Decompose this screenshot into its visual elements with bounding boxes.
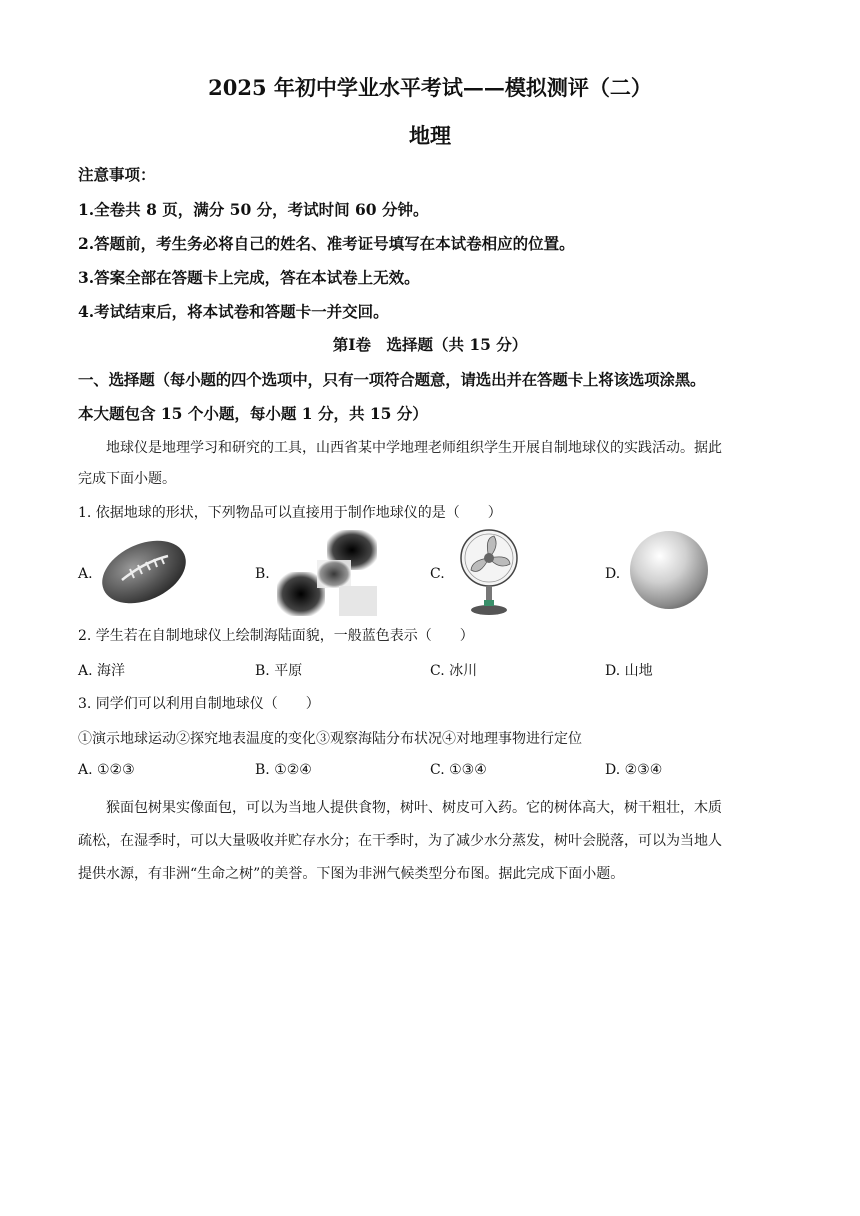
passage-2-line-1: 猴面包树果实像面包，可以为当地人提供食物，树叶、树皮可入药。它的树体高大，树干粗壮，木质 — [106, 800, 722, 816]
question-2-option-d[interactable]: D. 山地 — [605, 663, 653, 679]
part-title: 第Ⅰ卷 选择题（共 15 分） — [332, 335, 528, 354]
option-label: D. — [605, 566, 621, 582]
question-3-option-a[interactable]: A. ①②③ — [78, 762, 135, 778]
question-1-option-d[interactable] — [605, 532, 765, 616]
option-label: A. — [78, 566, 93, 582]
question-2-stem: 2. 学生若在自制地球仪上绘制海陆面貌，一般蓝色表示（ ） — [78, 628, 474, 644]
subject-title: 地理 — [409, 123, 451, 148]
question-2-option-a[interactable]: A. 海洋 — [78, 663, 126, 679]
question-3-option-b[interactable]: B. ①②④ — [255, 762, 312, 778]
passage-1-line-1: 地球仪是地理学习和研究的工具，山西省某中学地理老师组织学生开展自制地球仪的实践活动。据此 — [106, 440, 722, 456]
rugby-ball-icon — [98, 536, 190, 608]
notice-item-3: 3.答案全部在答题卡上完成，答在本试卷上无效。 — [78, 268, 420, 287]
question-1-option-b[interactable] — [255, 532, 415, 616]
notice-item-4: 4.考试结束后，将本试卷和答题卡一并交回。 — [78, 302, 389, 321]
notice-item-1: 1.全卷共 8 页，满分 50 分，考试时间 60 分钟。 — [78, 200, 429, 219]
exam-title: 2025 年初中学业水平考试——模拟测评（二） — [208, 75, 652, 100]
sphere-ball-icon — [627, 528, 711, 612]
notice-heading: 注意事项： — [78, 165, 156, 184]
section-instruction-line-1: 一、选择题（每小题的四个选项中，只有一项符合题意，请选出并在答题卡上将该选项涂黑。 — [78, 370, 706, 389]
question-1-stem: 1. 依据地球的形状，下列物品可以直接用于制作地球仪的是（ ） — [78, 505, 502, 521]
question-1-option-a[interactable] — [78, 532, 238, 616]
question-3-stem: 3. 同学们可以利用自制地球仪（ ） — [78, 696, 320, 712]
section-instruction-line-2: 本大题包含 15 个小题，每小题 1 分，共 15 分） — [78, 404, 428, 423]
question-1-option-c[interactable] — [430, 532, 590, 616]
question-2-option-b[interactable]: B. 平原 — [255, 663, 303, 679]
notice-item-2: 2.答题前，考生务必将自己的姓名、准考证号填写在本试卷相应的位置。 — [78, 234, 575, 253]
checker-cube-icon — [277, 530, 377, 616]
question-2-option-c[interactable]: C. 冰川 — [430, 663, 478, 679]
passage-2-line-3: 提供水源，有非洲“生命之树”的美誉。下图为非洲气候类型分布图。据此完成下面小题。 — [78, 866, 625, 882]
question-3-option-c[interactable]: C. ①③④ — [430, 762, 487, 778]
passage-1-line-2: 完成下面小题。 — [78, 471, 176, 487]
question-3-option-d[interactable]: D. ②③④ — [605, 762, 663, 778]
option-label: B. — [255, 566, 270, 582]
passage-2-line-2: 疏松，在湿季时，可以大量吸收并贮存水分；在干季时，为了减少水分蒸发，树叶会脱落，可以为当地人 — [78, 833, 722, 849]
electric-fan-icon — [454, 528, 524, 618]
option-label: C. — [430, 566, 445, 582]
question-3-statements: ①演示地球运动②探究地表温度的变化③观察海陆分布状况④对地理事物进行定位 — [78, 731, 582, 747]
